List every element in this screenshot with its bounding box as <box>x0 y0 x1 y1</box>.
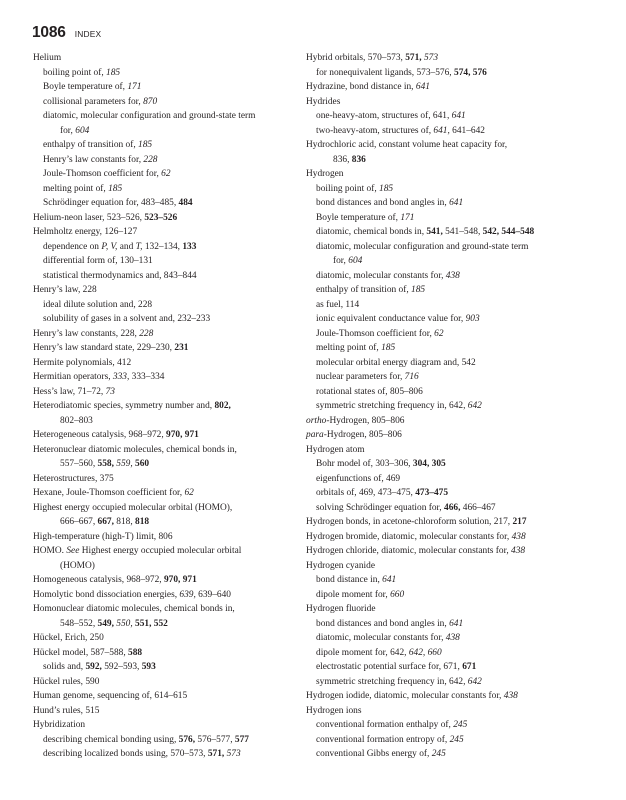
entry-text: Henry’s law constants, 228, <box>33 328 140 339</box>
index-entry <box>306 109 596 124</box>
index-entry <box>33 153 295 168</box>
index-entry <box>33 747 295 762</box>
index-entry <box>306 689 596 704</box>
page-ref-italic: 438 <box>503 691 518 701</box>
page-ref-italic: 185 <box>106 67 121 78</box>
index-entry <box>306 559 596 574</box>
index-entry <box>306 472 596 487</box>
entry-text: Hybridization <box>33 720 86 730</box>
index-entry <box>306 718 596 733</box>
page-ref-bold: 217 <box>512 517 527 527</box>
page-ref-italic: 185 <box>381 343 396 353</box>
entry-text: Hermitian operators, <box>33 372 113 382</box>
page-ref-italic: 333, <box>112 372 130 382</box>
page-ref-bold: 542, 544–548 <box>482 227 535 237</box>
entry-text: for nonequivalent ligands, 573–576, <box>316 67 454 78</box>
entry-text: Hess’s law, 71–72, <box>33 386 106 397</box>
page-ref-italic: 185 <box>411 285 426 295</box>
entry-text: diatomic, molecular configuration and ground-state term <box>43 111 256 121</box>
entry-text: Helmholtz energy, 126–127 <box>33 227 138 237</box>
page-ref-bold: 558, <box>97 459 114 469</box>
index-entry <box>33 559 295 574</box>
index-entry <box>33 51 295 66</box>
entry-text: Hydrogen ions <box>306 705 362 716</box>
index-entry <box>306 617 596 632</box>
entry-text: ideal dilute solution and, 228 <box>43 299 153 310</box>
page-ref-italic: 245 <box>431 749 446 759</box>
entry-text: one-heavy-atom, structures of, 641, <box>316 111 452 121</box>
entry-text: conventional formation enthalpy of, <box>316 720 454 730</box>
entry-text: 836, <box>333 154 352 165</box>
page-ref-italic: 642, 660 <box>408 647 442 658</box>
index-entry <box>306 646 596 661</box>
entry-text: Homolytic bond dissociation energies, <box>33 589 180 600</box>
entry-text: collisional parameters for, <box>43 96 144 107</box>
entry-text: diatomic, molecular constants for, <box>316 633 446 643</box>
index-entry <box>306 211 596 226</box>
page-ref-bold: 304, 305 <box>412 459 446 469</box>
entry-text: Helium <box>33 53 62 63</box>
index-entry <box>33 718 295 733</box>
index-entry <box>33 617 295 632</box>
index-entry <box>306 138 596 153</box>
entry-text: dipole moment for, <box>316 589 391 600</box>
index-entry <box>306 312 596 327</box>
page-ref-italic: 245 <box>449 734 464 745</box>
page-ref-bold: 576, <box>178 734 196 745</box>
index-entry <box>306 457 596 472</box>
entry-text: 548–552, <box>60 618 98 629</box>
index-entry <box>33 341 295 356</box>
page-ref-italic: 62 <box>184 488 194 498</box>
entry-text: Joule-Thomson coefficient for, <box>43 169 162 179</box>
index-entry <box>33 689 295 704</box>
entry-text: solids and, <box>43 662 86 672</box>
entry-text: statistical thermodynamics and, 843–844 <box>43 270 197 281</box>
index-entry <box>306 240 596 255</box>
index-entry <box>33 370 295 385</box>
page-ref-italic: 62 <box>161 169 171 179</box>
running-head: INDEX <box>74 29 102 39</box>
page-ref-italic: 550, <box>116 618 133 629</box>
entry-text: Hydrogen chloride, diatomic, molecular constants for, <box>306 546 512 556</box>
entry-text: Highest energy occupied molecular orbital (HOMO), <box>33 502 233 513</box>
entry-text: symmetric stretching frequency in, 642, <box>316 401 468 411</box>
index-entry <box>33 80 295 95</box>
entry-text: 541–548, <box>442 227 483 237</box>
index-entry <box>33 312 295 327</box>
index-entry <box>33 704 295 719</box>
entry-text: describing localized bonds using, 570–573, <box>43 749 208 759</box>
entry-text: Henry’s law, 228 <box>33 285 97 295</box>
index-column-left <box>33 51 295 762</box>
index-entry <box>33 66 295 81</box>
page-ref-italic: 903 <box>465 314 480 324</box>
page-ref-bold: 523–526 <box>144 212 178 223</box>
page-ref-bold: 571, <box>207 749 225 759</box>
entry-text: dipole moment for, 642, <box>316 647 409 658</box>
page-ref-italic: 641, <box>433 125 450 136</box>
index-entry <box>33 211 295 226</box>
page-ref-bold: 466, <box>444 502 461 513</box>
page-ref-bold: 818 <box>135 517 150 527</box>
page-ref-italic: T, <box>135 241 143 252</box>
entry-text: Boyle temperature of, <box>43 82 128 92</box>
page-ref-bold: 588 <box>128 647 143 658</box>
index-entry <box>33 225 295 240</box>
page-ref-bold: 836 <box>351 154 366 165</box>
entry-text: Bohr model of, 303–306, <box>316 459 413 469</box>
page-ref-italic: 604 <box>348 256 363 266</box>
index-entry <box>33 631 295 646</box>
index-entry <box>33 196 295 211</box>
page-ref-italic: 438 <box>511 546 526 556</box>
index-entry <box>306 486 596 501</box>
entry-text: 576–577, <box>195 734 235 745</box>
entry-text: Hydrides <box>306 96 341 107</box>
index-entry <box>306 733 596 748</box>
index-entry <box>306 675 596 690</box>
entry-text: Hydrogen <box>306 169 344 179</box>
index-entry <box>306 80 596 95</box>
entry-text: eigenfunctions of, 469 <box>316 473 401 484</box>
index-entry <box>306 530 596 545</box>
index-entry <box>33 501 295 516</box>
index-entry <box>306 443 596 458</box>
entry-text: Joule-Thomson coefficient for, <box>316 328 435 339</box>
page-ref-italic: 62 <box>434 328 444 339</box>
index-entry <box>33 182 295 197</box>
index-entry <box>33 646 295 661</box>
index-entry <box>306 573 596 588</box>
entry-text: conventional Gibbs energy of, <box>316 749 432 759</box>
entry-text: Boyle temperature of, <box>316 212 401 223</box>
page-ref-italic: 641 <box>449 198 464 208</box>
index-entry <box>306 95 596 110</box>
page-ref-bold: 802, <box>214 401 231 411</box>
page-ref-italic: 641 <box>382 575 397 585</box>
index-entry <box>306 501 596 516</box>
entry-text: Hydrochloric acid, constant volume heat capacity for, <box>306 140 508 150</box>
index-entry <box>33 428 295 443</box>
index-entry <box>33 283 295 298</box>
entry-text: Henry’s law constants for, <box>43 154 144 165</box>
entry-text: electrostatic potential surface for, 671, <box>316 662 463 672</box>
page-ref-italic: P, V, <box>101 241 118 252</box>
index-entry <box>33 530 295 545</box>
page-ref-italic: 245 <box>453 720 468 730</box>
page-ref-bold: 571, <box>405 53 422 63</box>
page-ref-bold: 541, <box>426 227 443 237</box>
entry-text: Hydrogen bonds, in acetone-chloroform solution, 217, <box>306 517 513 527</box>
index-entry <box>33 109 295 124</box>
entry-text: Human genome, sequencing of, 614–615 <box>33 691 188 701</box>
index-entry <box>306 196 596 211</box>
index-entry <box>33 298 295 313</box>
index-entry <box>306 428 596 443</box>
entry-text: bond distance in, <box>316 575 383 585</box>
entry-text: Homonuclear diatomic molecules, chemical bonds in, <box>33 604 235 614</box>
entry-text: Heterostructures, 375 <box>33 473 114 484</box>
entry-text: melting point of, <box>316 343 382 353</box>
page-ref-bold: 484 <box>178 198 193 208</box>
entry-text: HOMO. <box>33 546 67 556</box>
entry-text: Hybrid orbitals, 570–573, <box>306 53 406 63</box>
index-entry <box>33 443 295 458</box>
entry-text: 466–467 <box>460 502 496 513</box>
entry-text: 639–640 <box>195 589 231 600</box>
entry-text: boiling point of, <box>316 183 380 194</box>
entry-text: -Hydrogen, 805–806 <box>326 415 405 426</box>
entry-text: diatomic, chemical bonds in, <box>316 227 427 237</box>
entry-text: Hückel model, 587–588, <box>33 647 129 658</box>
index-entry <box>306 704 596 719</box>
index-entry <box>33 457 295 472</box>
entry-text: diatomic, molecular constants for, <box>316 270 446 281</box>
index-entry <box>33 602 295 617</box>
page-ref-bold: 231 <box>174 343 189 353</box>
page-ref-italic: 228 <box>143 154 158 165</box>
index-entry <box>33 733 295 748</box>
entry-text: Hydrogen cyanide <box>306 560 375 571</box>
page-ref-italic: 642 <box>467 676 482 687</box>
page-ref-italic: ortho <box>306 415 327 426</box>
index-entry <box>306 298 596 313</box>
entry-text: as fuel, 114 <box>316 299 360 310</box>
entry-text: Heteronuclear diatomic molecules, chemical bonds in, <box>33 444 237 455</box>
entry-text: 666–667, <box>60 517 98 527</box>
index-entry <box>33 588 295 603</box>
entry-text: orbitals of, 469, 473–475, <box>316 488 416 498</box>
index-entry <box>33 254 295 269</box>
page-ref-bold: 667, <box>97 517 114 527</box>
index-entry <box>306 124 596 139</box>
page-ref-italic: 639, <box>179 589 196 600</box>
entry-text: Schrödinger equation for, 483–485, <box>43 198 179 208</box>
index-entry <box>306 327 596 342</box>
entry-text: symmetric stretching frequency in, 642, <box>316 676 468 687</box>
page-header <box>32 24 101 42</box>
index-entry <box>33 414 295 429</box>
entry-text: Hydrogen fluoride <box>306 604 376 614</box>
index-entry <box>306 588 596 603</box>
entry-text: differential form of, 130–131 <box>43 256 153 266</box>
index-entry <box>306 269 596 284</box>
page-ref-bold: 133 <box>182 241 197 252</box>
index-entry <box>33 167 295 182</box>
page-ref-italic: 185 <box>108 183 123 194</box>
entry-text: solubility of gases in a solvent and, 232–233 <box>43 314 211 324</box>
entry-text: nuclear parameters for, <box>316 372 405 382</box>
index-entry <box>306 167 596 182</box>
index-entry <box>33 660 295 675</box>
entry-text: bond distances and bond angles in, <box>316 198 450 208</box>
entry-text: two-heavy-atom, structures of, <box>316 125 434 136</box>
entry-text: Hückel, Erich, 250 <box>33 633 104 643</box>
page-ref-bold: 473–475 <box>415 488 449 498</box>
entry-text: 818, <box>113 517 135 527</box>
index-entry <box>33 95 295 110</box>
entry-text: and <box>117 241 136 252</box>
entry-text: rotational states of, 805–806 <box>316 386 423 397</box>
page-ref-bold: 970, 971 <box>166 430 199 440</box>
index-entry <box>33 385 295 400</box>
index-entry <box>306 631 596 646</box>
entry-text: Helium-neon laser, 523–526, <box>33 212 145 223</box>
page-ref-bold: 593 <box>141 662 156 672</box>
index-entry <box>33 675 295 690</box>
index-entry <box>306 254 596 269</box>
index-entry <box>306 356 596 371</box>
index-entry <box>33 240 295 255</box>
entry-text: 132–134, <box>142 241 183 252</box>
entry-text: 333–334 <box>129 372 165 382</box>
page-ref-italic: 573 <box>423 53 439 63</box>
index-entry <box>306 341 596 356</box>
index-entry <box>33 515 295 530</box>
index-entry <box>33 544 295 559</box>
entry-text: dependence on <box>43 241 102 252</box>
entry-text: Hydrogen iodide, diatomic, molecular constants for, <box>306 691 504 701</box>
entry-text: enthalpy of transition of, <box>316 285 412 295</box>
index-entry <box>33 486 295 501</box>
entry-text: for, <box>333 256 349 266</box>
page-ref-italic: 716 <box>404 372 419 382</box>
index-entry <box>306 51 596 66</box>
entry-text: Hermite polynomials, 412 <box>33 357 132 368</box>
page-ref-italic: 73 <box>105 386 115 397</box>
page-ref-bold: 551, 552 <box>135 618 168 629</box>
entry-text: 557–560, <box>60 459 98 469</box>
index-entry <box>33 472 295 487</box>
entry-text: 592–593, <box>101 662 142 672</box>
page-ref-italic: 438 <box>445 270 460 281</box>
page-ref-italic: 559, <box>116 459 133 469</box>
entry-text: 641–642 <box>449 125 485 136</box>
page-ref-italic: 660 <box>390 589 405 600</box>
page-ref-italic: 171 <box>400 212 415 223</box>
entry-text: Hydrazine, bond distance in, <box>306 82 416 92</box>
page-ref-bold: 574, 576 <box>454 67 487 78</box>
index-entry <box>306 660 596 675</box>
entry-text: Hund’s rules, 515 <box>33 705 100 716</box>
page-ref-bold: 592, <box>85 662 102 672</box>
index-entry <box>306 153 596 168</box>
page-ref-bold: 560 <box>135 459 150 469</box>
page-ref-italic: 870 <box>143 96 158 107</box>
entry-text: conventional formation entropy of, <box>316 734 450 745</box>
page-ref-italic: 185 <box>379 183 394 194</box>
page-ref-bold: 577 <box>234 734 249 745</box>
entry-text: (HOMO) <box>60 560 95 571</box>
entry-text: bond distances and bond angles in, <box>316 618 450 629</box>
entry-text: melting point of, <box>43 183 109 194</box>
index-entry <box>33 124 295 139</box>
entry-text: Homogeneous catalysis, 968–972, <box>33 575 164 585</box>
entry-text: 802–803 <box>60 415 93 426</box>
entry-text: describing chemical bonding using, <box>43 734 179 745</box>
page-ref-bold: 549, <box>97 618 114 629</box>
index-entry <box>306 399 596 414</box>
entry-text: molecular orbital energy diagram and, 542 <box>316 357 476 368</box>
page-ref-italic: 438 <box>445 633 460 643</box>
index-entry <box>306 283 596 298</box>
index-entry <box>306 182 596 197</box>
entry-text: Hückel rules, 590 <box>33 676 100 687</box>
entry-text: diatomic, molecular configuration and ground-state term <box>316 241 529 252</box>
page-ref-italic: 573 <box>226 749 241 759</box>
entry-text: Highest energy occupied molecular orbital <box>79 546 242 556</box>
page-ref-italic: 438 <box>511 531 526 542</box>
entry-text: for, <box>60 125 76 136</box>
index-entry <box>33 138 295 153</box>
page-number: 1086 <box>32 24 66 41</box>
page-ref-italic: 641 <box>449 618 464 629</box>
index-entry <box>33 269 295 284</box>
page-ref-italic: 604 <box>75 125 90 136</box>
index-entry <box>306 747 596 762</box>
index-entry <box>306 225 596 240</box>
entry-text: Hexane, Joule-Thomson coefficient for, <box>33 488 185 498</box>
index-entry <box>33 573 295 588</box>
index-column-right <box>306 51 596 762</box>
page-ref-italic: See <box>66 546 80 556</box>
page-ref-bold: 970, 971 <box>163 575 197 585</box>
page-ref-italic: 171 <box>127 82 142 92</box>
entry-text: Hydrogen atom <box>306 444 365 455</box>
entry-text: Hydrogen bromide, diatomic, molecular constants for, <box>306 531 512 542</box>
page-ref-bold: 671 <box>462 662 477 672</box>
index-entry <box>306 544 596 559</box>
entry-text: Heterodiatomic species, symmetry number and, <box>33 401 215 411</box>
index-entry <box>306 602 596 617</box>
page-ref-italic: 641 <box>415 82 430 92</box>
entry-text: enthalpy of transition of, <box>43 140 139 150</box>
entry-text: -Hydrogen, 805–806 <box>323 430 402 440</box>
page-ref-italic: 185 <box>138 140 153 150</box>
index-entry <box>306 414 596 429</box>
index-entry <box>33 399 295 414</box>
entry-text: solving Schrödinger equation for, <box>316 502 444 513</box>
entry-text: boiling point of, <box>43 67 107 78</box>
entry-text: ionic equivalent conductance value for, <box>316 314 466 324</box>
index-entry <box>33 356 295 371</box>
index-entry <box>33 327 295 342</box>
page-ref-italic: para <box>306 430 324 440</box>
page-ref-italic: 642 <box>467 401 482 411</box>
index-entry <box>306 66 596 81</box>
entry-text: Henry’s law standard state, 229–230, <box>33 343 175 353</box>
entry-text: Heterogeneous catalysis, 968–972, <box>33 430 167 440</box>
index-entry <box>306 515 596 530</box>
page-ref-italic: 228 <box>139 328 154 339</box>
index-entry <box>306 370 596 385</box>
entry-text: High-temperature (high-T) limit, 806 <box>33 531 173 542</box>
page-ref-italic: 641 <box>451 111 466 121</box>
index-entry <box>306 385 596 400</box>
